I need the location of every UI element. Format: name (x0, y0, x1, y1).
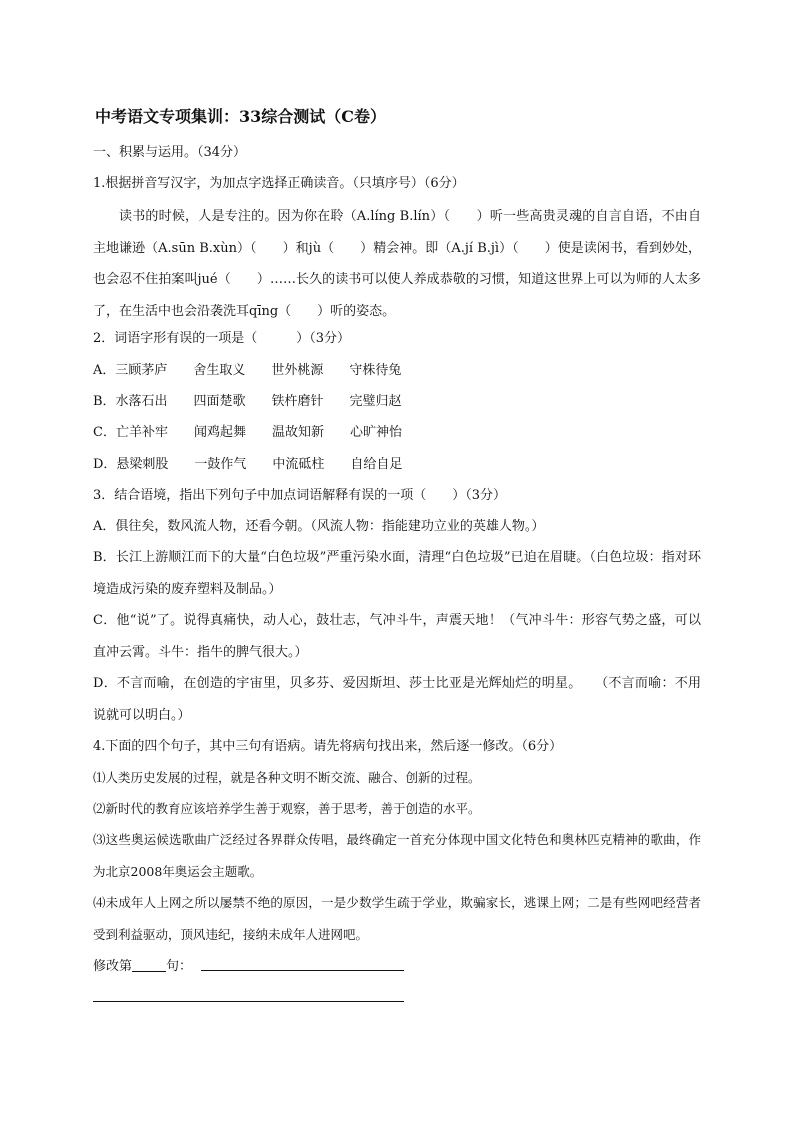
question-1-passage: 读书的时候，人是专注的。因为你在聆（A.líng B.lín）（ ）听一些高贵灵魂的自言自语，不由自主地谦逊（A.sūn B.xùn）（ ）和jù（ ）精会神。即（A.jí B.jì）（ ）使是读闲书，看到妙处，也会忍不住拍案叫jué（ ）……长久的读书可以使人养成恭敬的习惯，知道这世界上可以为师的人太多了，在生活中也会沿袭洗耳qīng（ ）听的姿态。 (93, 209, 701, 319)
question-3-option-b: B．长江上游顺江而下的大量“白色垃圾”严重污染水面，清理“白色垃圾”已迫在眉睫。（白色垃圾：指对环境造成污染的废弃塑料及制品。） (93, 550, 701, 597)
question-2-stem: 2．词语字形有误的一项是（ ）（3分） (93, 331, 351, 346)
question-1-stem: 1.根据拼音写汉字，为加点字选择正确读音。（只填序号）（6分） (93, 176, 465, 191)
answer-blank-1[interactable] (201, 970, 404, 971)
question-3-option-d: D．不言而喻，在创造的宇宙里，贝多芬、爱因斯坦、莎士比亚是光辉灿烂的明星。 （不言而喻：不用说就可以明白。） (93, 676, 701, 723)
question-3-stem: 3．结合语境，指出下列句子中加点词语解释有误的一项（ ）（3分） (93, 488, 507, 503)
question-4-sentence-1: ⑴人类历史发展的过程，就是各种文明不断交流、融合、创新的过程。 (93, 770, 481, 785)
question-2-option-d: D．悬梁刺股 一鼓作气 中流砥柱 自给自足 (93, 457, 403, 472)
question-4-stem: 4.下面的四个句子，其中三句有语病。请先将病句找出来，然后逐一修改。（6分） (93, 739, 563, 754)
answer-line-row (93, 957, 703, 977)
question-3-option-a: A．俱往矣，数风流人物，还看今朝。（风流人物：指能建功立业的英雄人物。） (93, 519, 545, 534)
question-4-sentence-4: ⑷未成年人上网之所以屡禁不绝的原因，一是少数学生疏于学业，欺骗家长，逃课上网；二是有些网吧经营者受到利益驱动，顶风违纪，接纳未成年人进网吧。 (93, 895, 701, 942)
answer-mid: 句： (166, 959, 193, 974)
question-3-option-c: C．他“说”了。说得真痛快，动人心，鼓壮志，气冲斗牛，声震天地！（气冲斗牛：形容气势之盛，可以直冲云霄。斗牛：指牛的脾气很大。） (93, 613, 701, 660)
sentence-number-blank[interactable] (132, 958, 166, 972)
page-title: 中考语文专项集训：33综合测试（C卷） (95, 107, 387, 126)
question-2-option-a: A．三顾茅庐 舍生取义 世外桃源 守株待兔 (93, 363, 402, 378)
section-heading: 一、积累与运用。（34分） (93, 145, 247, 160)
question-4-sentence-2: ⑵新时代的教育应该培养学生善于观察，善于思考，善于创造的水平。 (93, 801, 481, 816)
question-2-option-b: B．水落石出 四面楚歌 铁杵磨针 完璧归赵 (93, 394, 402, 409)
answer-blank-2[interactable] (93, 1001, 404, 1002)
question-2-option-c: C．亡羊补牢 闻鸡起舞 温故知新 心旷神怡 (93, 425, 402, 440)
answer-prefix: 修改第 (93, 959, 133, 974)
question-4-sentence-3: ⑶这些奥运候选歌曲广泛经过各界群众传唱，最终确定一首充分体现中国文化特色和奥林匹克精神的歌曲，作为北京2008年奥运会主题歌。 (93, 832, 701, 879)
